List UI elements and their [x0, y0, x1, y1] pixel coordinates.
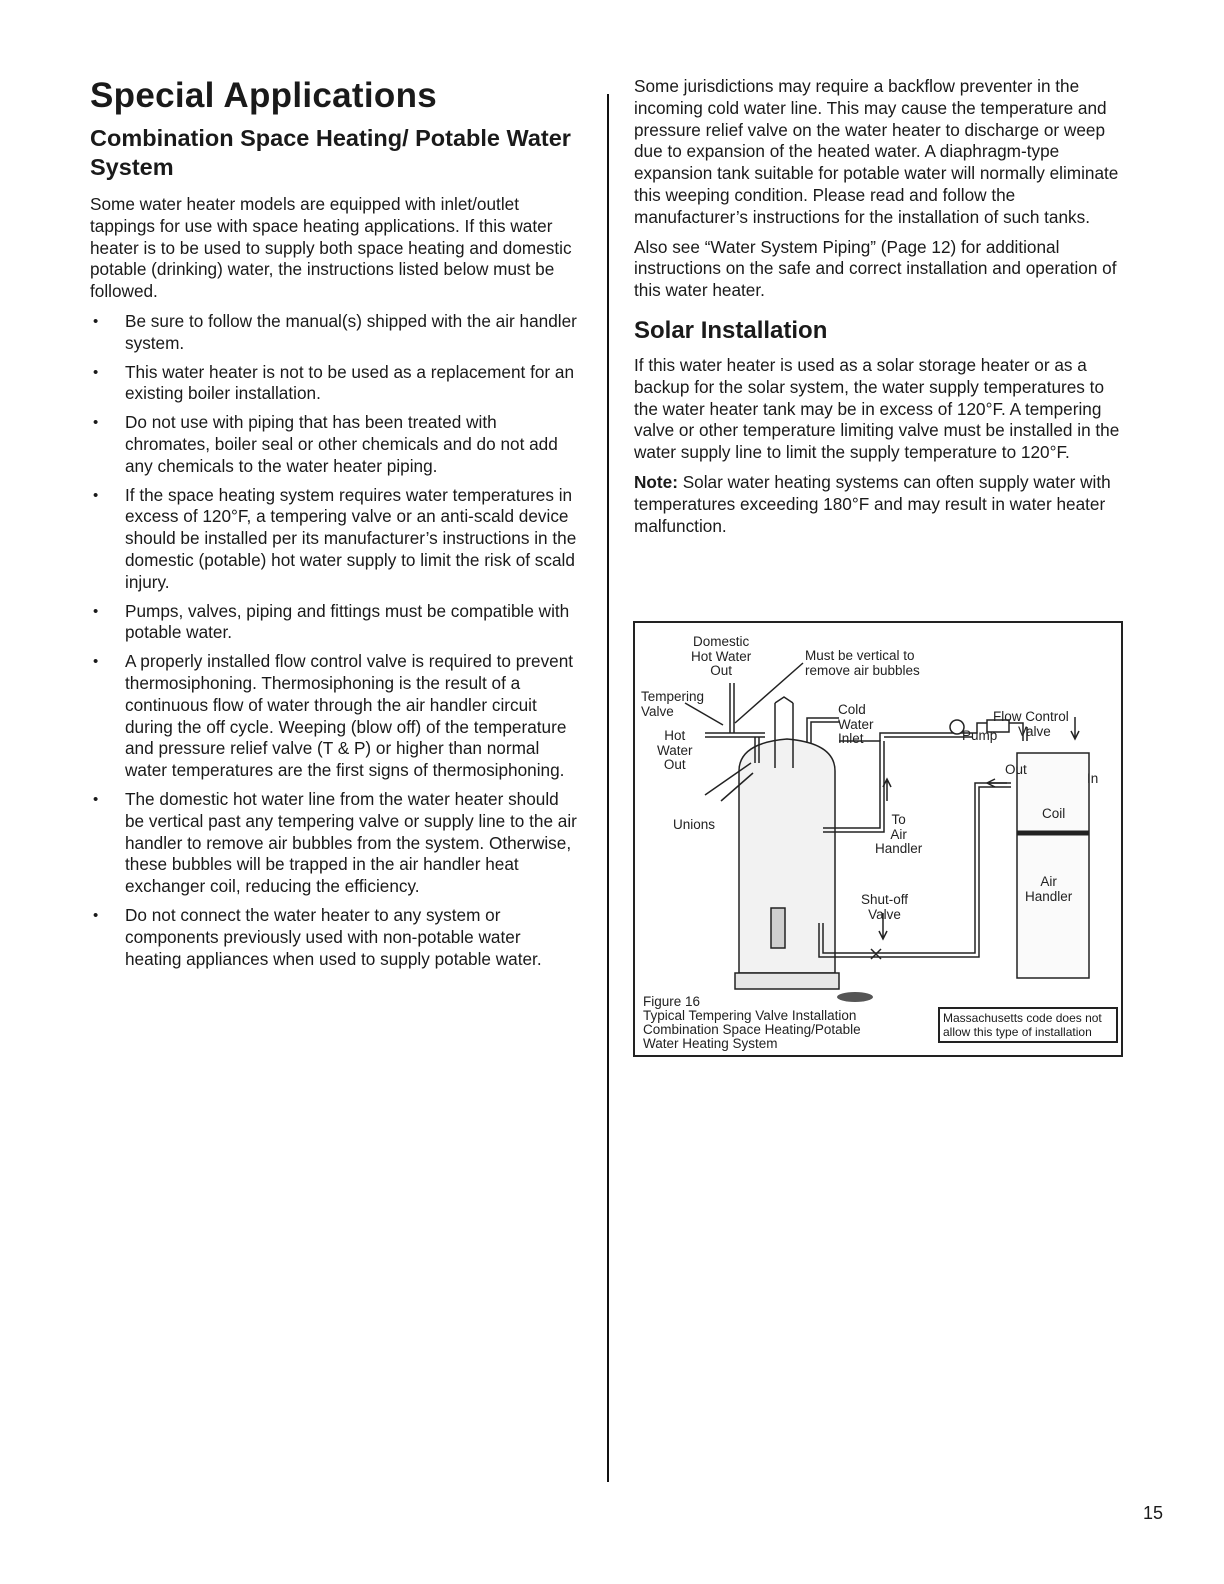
see-also-paragraph: Also see “Water System Piping” (Page 12) for additional instructions on the safe and correct installation and operation of this water heater.	[634, 236, 1117, 301]
list-item: • If the space heating system requires water temperatures in excess of 120°F, a tempering valve or an anti-scald device should be installed per its manufacturer’s instructions in the domestic (potable) hot water supply to limit the risk of scald injury.	[90, 485, 580, 594]
column-divider	[607, 94, 609, 1482]
list-item: • The domestic hot water line from the water heater should be vertical past any tempering valve or supply line to the air handler to remove air bubbles from the system. Otherwise, these bubbles will be trapped in the air handler heat exchanger coil, reducing the efficiency.	[90, 789, 580, 898]
list-item: • A properly installed flow control valve is required to prevent thermosiphoning. Thermosiphoning is the result of a continuous flow of water through the air handler circuit during the off cycle. Weeping (blow off) of the temperature and pressure relief valve (T & P) or higher than normal water temperatures are the first signs of thermosiphoning.	[90, 651, 580, 782]
label-flow-control: Flow Control	[993, 709, 1069, 724]
list-item: • Pumps, valves, piping and fittings must be compatible with potable water.	[90, 601, 580, 645]
solar-paragraph: If this water heater is used as a solar storage heater or as a backup for the solar system, the water supply temperatures to the water heater tank may be in excess of 120°F. A tempering valve or other temperature limiting valve must be installed in the water supply line to limit the supply temperature to 120°F.	[634, 354, 1120, 463]
hot-water-pipe	[730, 683, 734, 733]
label-pump: Pump	[962, 728, 998, 743]
water-heater-tank	[739, 739, 835, 973]
label-out: Out	[1005, 762, 1027, 777]
list-item: • Do not use with piping that has been treated with chromates, boiler seal or other chemicals and do not add any chemicals to the water heater piping.	[90, 412, 580, 477]
label-valve: Valve	[1018, 724, 1051, 739]
label-air-handler: Air Handler	[1025, 874, 1073, 904]
return-line	[823, 783, 1011, 953]
label-unions: Unions	[673, 817, 716, 832]
air-handler-box	[1017, 753, 1089, 978]
page-title: Special Applications	[90, 76, 438, 115]
left-column	[90, 76, 580, 977]
figure-16	[633, 621, 1123, 1057]
list-item: • This water heater is not to be used as a replacement for an existing boiler installation.	[90, 362, 580, 406]
page-number: 15	[1143, 1503, 1164, 1523]
list-item: • Do not connect the water heater to any system or components previously used with non-potable water heating appliances when used to supply potable water.	[90, 905, 580, 970]
requirements-list	[90, 311, 580, 970]
label-shut-off-valve: Shut-off Valve	[861, 892, 909, 922]
tank-base	[735, 973, 839, 989]
label-coil: Coil	[1042, 806, 1066, 821]
label-hot-water-out: Hot Water Out	[657, 728, 693, 772]
note-label: Note:	[634, 471, 678, 492]
backflow-paragraph: Some jurisdictions may require a backflow preventer in the incoming cold water line. This may cause the temperature and pressure relief valve on the water heater to discharge or weep due to expansion of the heated water. A diaphragm-type expansion tank suitable for potable water will normally eliminate this weeping condition. Please read and follow the manufacturer’s instructions for the installation of such tanks.	[634, 76, 1119, 227]
note-text: Solar water heating systems can often supply water with temperatures exceeding 180°F and may result in water heater malfunction.	[634, 471, 1111, 536]
intro-paragraph: Some water heater models are equipped with inlet/outlet tappings for use with space heating applications. If this water heater is to be used to supply both space heating and domestic potable (drinking) water, the instructions listed below must be followed.	[90, 194, 572, 302]
section-heading-combination: Combination Space Heating/ Potable Water System	[90, 125, 571, 180]
section-heading-solar: Solar Installation	[634, 316, 828, 344]
note-paragraph	[634, 472, 1126, 537]
label-domestic-hot-water-out: Domestic Hot Water Out	[691, 634, 752, 678]
list-item: • Be sure to follow the manual(s) shipped with the air handler system.	[90, 311, 580, 355]
label-must-be-vertical: Must be vertical to remove air bubbles	[805, 648, 920, 678]
label-tempering-valve: Tempering Valve	[641, 689, 705, 719]
massachusetts-notice: Massachusetts code does not allow this type of installation	[938, 1007, 1118, 1043]
label-cold-water-inlet: Cold Water Inlet	[838, 702, 874, 746]
label-in: In	[1087, 771, 1099, 786]
figure-caption: Figure 16 Typical Tempering Valve Installation Combination Space Heating/Potable Water Heating System	[643, 994, 861, 1051]
label-to-air-handler: To Air Handler	[875, 812, 923, 856]
right-column	[634, 76, 1126, 545]
